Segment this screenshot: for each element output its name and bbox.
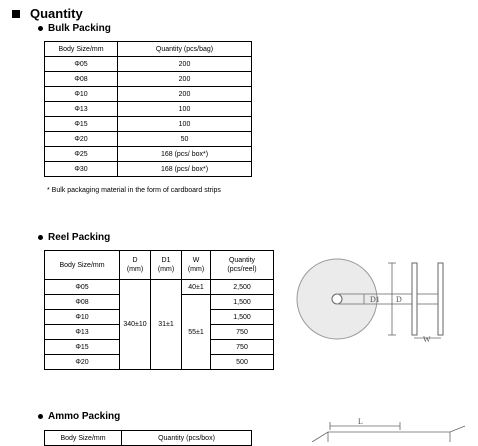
header-d1-label: D1: [161, 257, 171, 264]
cell-quantity: 200: [118, 57, 252, 72]
cell-quantity: 1,500: [211, 310, 274, 325]
table-row: [45, 280, 274, 295]
table-header-row: [45, 42, 252, 57]
reel-table: [44, 250, 274, 370]
cell-size: Φ20: [45, 132, 118, 147]
cell-quantity: 2,500: [211, 280, 274, 295]
cell-size: Φ08: [45, 72, 118, 87]
header-qty-unit: (pcs/reel): [227, 266, 257, 273]
cell-size: Φ20: [45, 355, 120, 370]
reel-w-label: W: [423, 335, 431, 344]
header-body-size: Body Size/mm: [45, 251, 120, 280]
cell-quantity: 1,500: [211, 295, 274, 310]
header-d: [120, 251, 151, 280]
section-heading: [12, 6, 83, 21]
ammo-heading: [38, 411, 120, 422]
section-title: Quantity: [30, 6, 83, 21]
header-d1-unit: (mm): [157, 266, 175, 273]
square-bullet-icon: [12, 10, 20, 18]
reel-diagram: [292, 258, 472, 348]
cell-quantity: 168 (pcs/ box*): [118, 162, 252, 177]
header-d-unit: (mm): [126, 266, 144, 273]
ammo-diagram: [300, 418, 470, 442]
header-quantity: Quantity (pcs/bag): [118, 42, 252, 57]
bullet-icon: [38, 235, 43, 240]
cell-size: Φ15: [45, 340, 120, 355]
cell-quantity: 168 (pcs/ box*): [118, 147, 252, 162]
table-row: [45, 57, 252, 72]
bullet-icon: [38, 414, 43, 419]
header-body-size: Body Size/mm: [45, 42, 118, 57]
table-header-row: [45, 251, 274, 280]
header-w-label: W: [192, 257, 200, 264]
cell-d: 340±10: [120, 280, 151, 370]
table-row: [45, 132, 252, 147]
cell-size: Φ13: [45, 325, 120, 340]
table-row: [45, 87, 252, 102]
header-w-unit: (mm): [187, 266, 205, 273]
cell-quantity: 200: [118, 72, 252, 87]
header-quantity: [211, 251, 274, 280]
reel-d-label: D: [396, 295, 402, 304]
cell-quantity: 100: [118, 117, 252, 132]
cell-quantity: 100: [118, 102, 252, 117]
cell-size: Φ10: [45, 310, 120, 325]
cell-w: 40±1: [182, 280, 211, 295]
reel-heading: [38, 232, 110, 243]
bulk-note: * Bulk packaging material in the form of cardboard strips: [47, 187, 221, 194]
cell-size: Φ08: [45, 295, 120, 310]
ammo-title: Ammo Packing: [48, 411, 121, 422]
cell-size: Φ10: [45, 87, 118, 102]
bullet-icon: [38, 26, 43, 31]
cell-quantity: 50: [118, 132, 252, 147]
header-d-label: D: [132, 257, 138, 264]
cell-d1: 31±1: [151, 280, 182, 370]
reel-hub: [332, 294, 342, 304]
ammo-l-label: L: [358, 418, 363, 426]
table-row: [45, 72, 252, 87]
bulk-heading: [38, 23, 111, 34]
cell-size: Φ13: [45, 102, 118, 117]
table-row: [45, 162, 252, 177]
cell-size: Φ25: [45, 147, 118, 162]
cell-size: Φ30: [45, 162, 118, 177]
table-header-row: [45, 431, 252, 446]
cell-quantity: 750: [211, 325, 274, 340]
cell-size: Φ05: [45, 280, 120, 295]
reel-title: Reel Packing: [48, 232, 111, 243]
header-qty-label: Quantity: [228, 257, 256, 264]
header-w: [182, 251, 211, 280]
table-row: [45, 102, 252, 117]
reel-side-flange-right: [438, 263, 443, 335]
table-row: [45, 117, 252, 132]
ammo-table: [44, 430, 252, 446]
cell-w: 55±1: [182, 295, 211, 370]
reel-side-flange-left: [412, 263, 417, 335]
bulk-title: Bulk Packing: [48, 23, 111, 34]
cell-quantity: 750: [211, 340, 274, 355]
ammo-box-outline: [312, 426, 465, 442]
cell-quantity: 200: [118, 87, 252, 102]
bulk-table: [44, 41, 252, 177]
reel-d1-label: D1: [370, 295, 380, 304]
header-quantity: Quantity (pcs/box): [122, 431, 252, 446]
cell-size: Φ15: [45, 117, 118, 132]
header-body-size: Body Size/mm: [45, 431, 122, 446]
header-d1: [151, 251, 182, 280]
cell-quantity: 500: [211, 355, 274, 370]
table-row: [45, 147, 252, 162]
cell-size: Φ05: [45, 57, 118, 72]
